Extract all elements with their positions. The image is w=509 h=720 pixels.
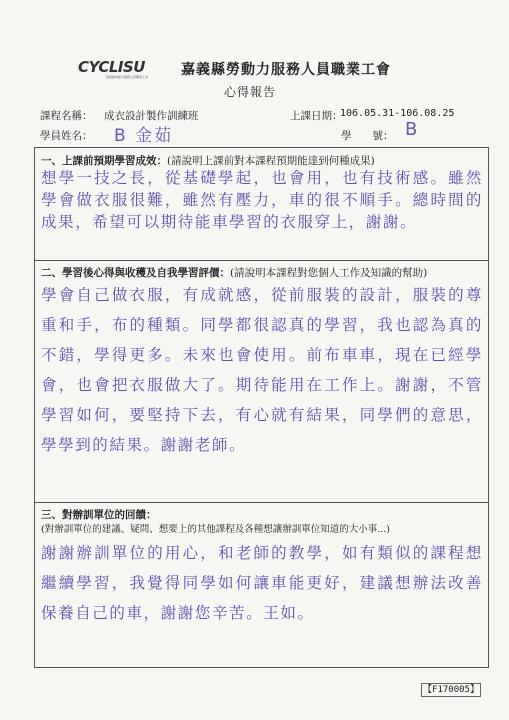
section-1-title: 一、上課前預期學習成效： [41, 155, 167, 167]
section-2-note: (請說明本課程對您個人工作及知識的幫助) [230, 267, 428, 279]
student-name-handwriting: B 金茹 [114, 126, 174, 146]
section-divider [35, 260, 488, 261]
document-title: 心得報告 [224, 85, 277, 99]
section-2-handwriting: 學會自己做衣服，有成就感，從前服裝的設計，服裝的尊重和手，布的種類。同學都很認真的學習，我也認為真的不錯，學得更多。未來也會使用。前布車車，現在已經學會，也會把衣服做大了。期待能用在工作上。謝謝，不管學習如何，要堅持下去，有心就有結果，同學們的意思，學學到的結果。謝謝老師。 [41, 286, 483, 454]
course-name-value: 成衣設計製作訓練班 [104, 110, 199, 122]
section-1-note: (請說明上課前對本課程預期能達到何種成果) [167, 155, 375, 167]
report-form-box [34, 147, 489, 668]
union-logo [78, 58, 174, 80]
class-date-value: 106.05.31-106.08.25 [340, 108, 455, 119]
form-code: 【F170005】 [421, 683, 481, 697]
student-id-label: 學 號： [341, 130, 394, 142]
section-divider [35, 502, 488, 503]
section-1-heading [41, 153, 375, 168]
course-name-label: 課程名稱： [40, 110, 93, 122]
class-date-label: 上課日期： [290, 110, 343, 122]
section-2-title: 二、學習後心得與收穫及自我學習評價： [41, 267, 230, 279]
student-id-handwriting: B [405, 119, 418, 140]
organization-title: 嘉義縣勞動力服務人員職業工會 [181, 62, 391, 78]
logo-text: CYCLISU [78, 58, 145, 76]
logo-subtext: 嘉義縣勞動力服務人員職業工會 [106, 75, 149, 79]
section-3-note: (對辦訓單位的建議、疑問、想要上的其他課程及各種想讓辦訓單位知道的大小事...) [41, 524, 390, 535]
section-3-handwriting: 謝謝辦訓單位的用心，和老師的教學，如有類似的課程想繼續學習，我覺得同學如何讓車能更好，建議想辦法改善保養自己的車，謝謝您辛苦。王如。 [41, 544, 483, 622]
section-2-heading [41, 265, 427, 280]
section-3-title: 三、對辦訓單位的回饋： [41, 509, 157, 521]
student-name-label: 學員姓名： [40, 130, 93, 142]
section-1-handwriting: 想學一技之長，從基礎學起，也會用，也有技術感。雖然學會做衣服很難，雖然有壓力，車的很不順手。總時間的成果，希望可以期待能車學習的衣服穿上，謝謝。 [41, 169, 483, 231]
